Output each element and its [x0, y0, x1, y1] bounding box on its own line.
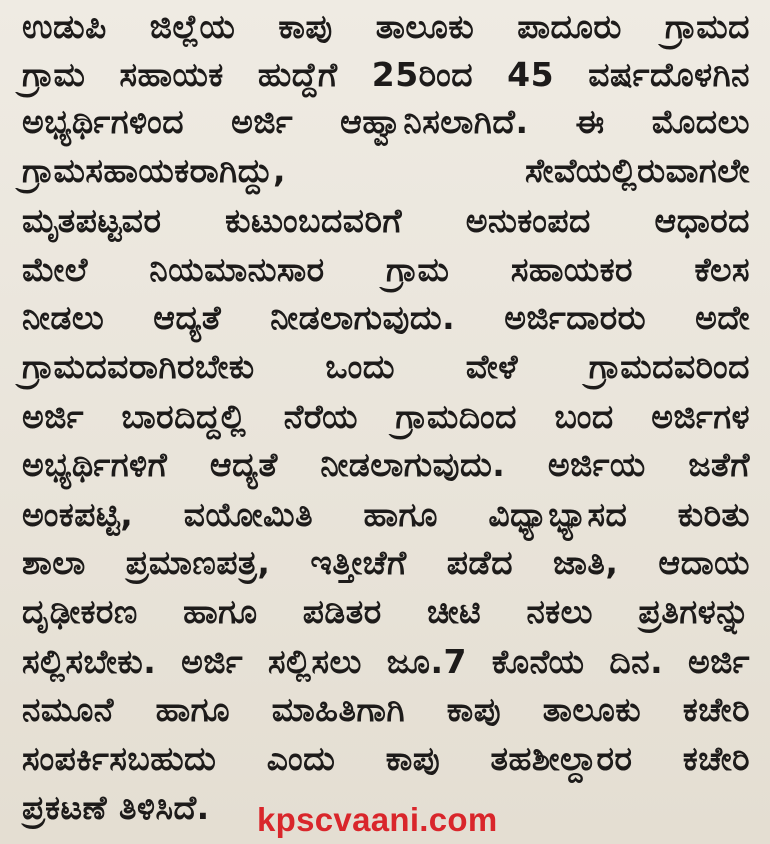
site-watermark: kpscvaani.com	[257, 801, 498, 838]
article-line-4: ಗ್ರಾಮಸಹಾಯಕರಾಗಿದ್ದು, ಸೇವೆಯಲ್ಲಿರುವಾಗಲೇ	[22, 151, 750, 190]
article-line-13: ದೃಢೀಕರಣ ಹಾಗೂ ಪಡಿತರ ಚೀಟಿ ನಕಲು ಪ್ರತಿಗಳನ್ನು	[22, 592, 750, 631]
article-line-1: ಉಡುಪಿ ಜಿಲ್ಲೆಯ ಕಾಪು ತಾಲೂಕು ಪಾದೂರು ಗ್ರಾಮದ	[22, 7, 750, 46]
article-line-17: ಪ್ರಕಟಣೆ ತಿಳಿಸಿದೆ.	[22, 788, 210, 827]
article-line-16: ಸಂಪರ್ಕಿಸಬಹುದು ಎಂದು ಕಾಪು ತಹಶೀಲ್ದಾರರ ಕಚೇರಿ	[22, 739, 750, 778]
article-line-7: ನೀಡಲು ಆದ್ಯತೆ ನೀಡಲಾಗುವುದು. ಅರ್ಜಿದಾರರು ಅದೇ	[22, 298, 750, 337]
article-line-9: ಅರ್ಜಿ ಬಾರದಿದ್ದಲ್ಲಿ ನೆರೆಯ ಗ್ರಾಮದಿಂದ ಬಂದ ಅರ್ಜಿಗಳ	[22, 397, 750, 436]
article-line-5: ಮೃತಪಟ್ಟವರ ಕುಟುಂಬದವರಿಗೆ ಅನುಕಂಪದ ಆಧಾರದ	[22, 201, 750, 240]
article-line-8: ಗ್ರಾಮದವರಾಗಿರಬೇಕು ಒಂದು ವೇಳೆ ಗ್ರಾಮದವರಿಂದ	[22, 347, 750, 386]
article-line-10: ಅಭ್ಯರ್ಥಿಗಳಿಗೆ ಆದ್ಯತೆ ನೀಡಲಾಗುವುದು. ಅರ್ಜಿಯ ಜತೆಗೆ	[22, 445, 750, 484]
article-line-3: ಅಭ್ಯರ್ಥಿಗಳಿಂದ ಅರ್ಜಿ ಆಹ್ವಾನಿಸಲಾಗಿದೆ. ಈ ಮೊದಲು	[22, 102, 750, 141]
article-line-2: ಗ್ರಾಮ ಸಹಾಯಕ ಹುದ್ದೆಗೆ 25ರಿಂದ 45 ವರ್ಷದೊಳಗಿನ	[22, 55, 750, 94]
article-line-15: ನಮೂನೆ ಹಾಗೂ ಮಾಹಿತಿಗಾಗಿ ಕಾಪು ತಾಲೂಕು ಕಚೇರಿ	[22, 690, 750, 729]
article-body	[22, 0, 750, 844]
article-line-14: ಸಲ್ಲಿಸಬೇಕು. ಅರ್ಜಿ ಸಲ್ಲಿಸಲು ಜೂ.7 ಕೊನೆಯ ದಿನ. ಅರ್ಜಿ	[22, 642, 750, 681]
article-line-11: ಅಂಕಪಟ್ಟಿ, ವಯೋಮಿತಿ ಹಾಗೂ ವಿಧ್ಯಾಭ್ಯಾಸದ ಕುರಿತು	[22, 495, 750, 534]
article-line-6: ಮೇಲೆ ನಿಯಮಾನುಸಾರ ಗ್ರಾಮ ಸಹಾಯಕರ ಕೆಲಸ	[22, 250, 750, 289]
article-line-12: ಶಾಲಾ ಪ್ರಮಾಣಪತ್ರ, ಇತ್ತೀಚೆಗೆ ಪಡೆದ ಜಾತಿ, ಆದಾಯ	[22, 543, 750, 582]
